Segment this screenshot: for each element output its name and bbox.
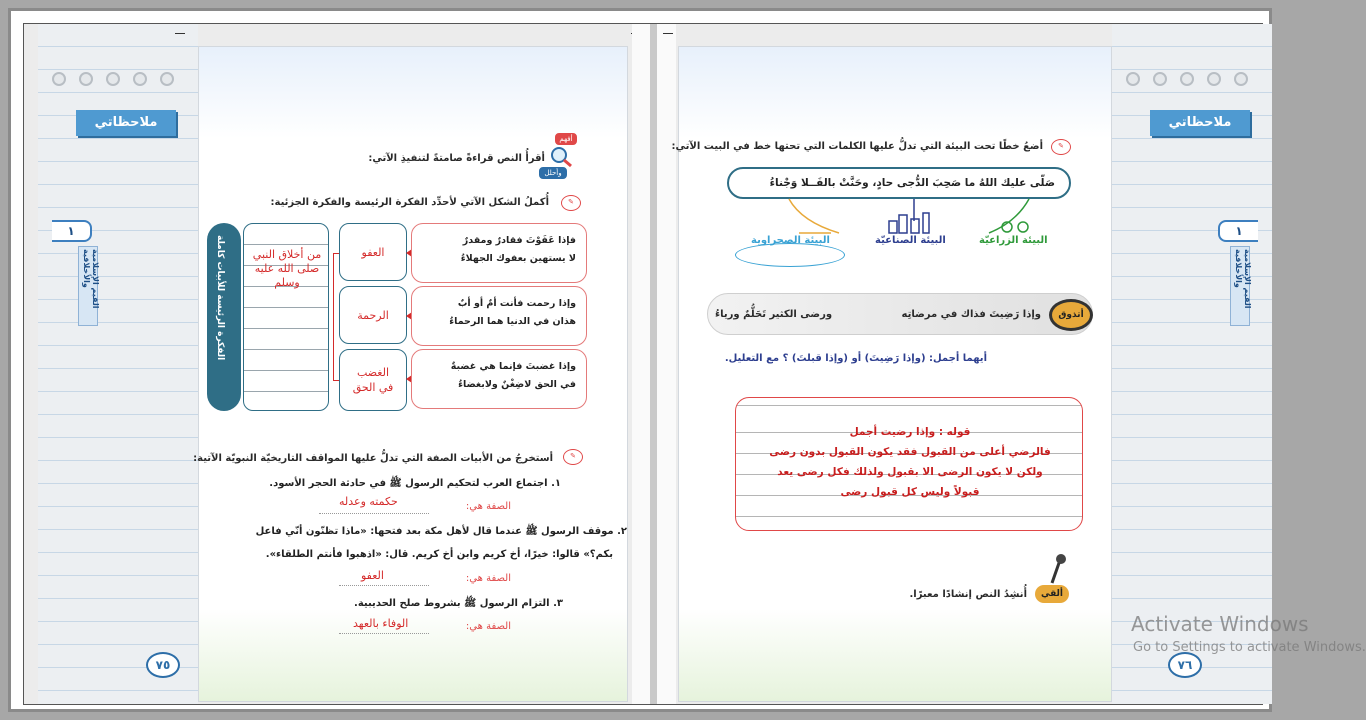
question-3: ٣. التزام الرسول ﷺ بشروط صلح الحديبية. (354, 598, 563, 609)
answer-1: حكمته وعدله (339, 495, 398, 508)
instruction-complete: أُكملُ الشكل الآتي لأحدِّد الفكرة الرئيسة والفكرة الجزئية: (270, 197, 549, 208)
selected-environment-oval (735, 243, 845, 267)
unit-number: ١ (1218, 220, 1258, 242)
answer-3: الوفاء بالعهد (353, 617, 409, 630)
taddawaq-badge: أتذوق (1049, 299, 1093, 331)
instruction-underline: أضعُ خطًا تحت البيئة التي تدلُّ عليها الكلمات التي تحتها خط في البيت الآتي: (671, 141, 1043, 152)
verse-box: صَلّى عليك اللهُ ما صَحِبَ الدُّجى حادٍ، وحَنَّتْ بالفَــلا وَجْناءُ (727, 167, 1071, 199)
pencil-badge-1: ✎ (561, 195, 581, 211)
unit-tab (1230, 246, 1250, 326)
question-2: ٢. موقف الرسول ﷺ عندما قال لأهل مكة بعد فتحها: «ماذا تظنّون أنّي فاعل (255, 526, 627, 537)
instruction-extract: أستخرجُ من الأبيات الصفة التي تدلُّ عليها المواقف التاريخيّة النبويّة الآتية: (193, 453, 553, 464)
unit-tab (78, 246, 98, 326)
unit-name: القيم الإسلامية والأخلاقية (1234, 249, 1252, 309)
environment-agricultural: البيئة الزراعيّة (979, 235, 1048, 246)
environment-desert: البيئة الصحراوية (751, 235, 830, 246)
taddawaq-question: أيهما أجمل: (وإذا رَضِيتَ) أو (وإذا قبلتَ) ؟ مع التعليل. (724, 353, 987, 364)
answer-label-2: الصفة هي: (465, 573, 511, 584)
magnifier-icon (547, 145, 575, 169)
answer-label-3: الصفة هي: (465, 621, 511, 632)
page-number-left: ٧٥ (146, 652, 180, 678)
verse-box-3: وإذا غضبتَ فإنما هي غضبةٌ في الحق لاضِغْنٌ ولابغضاءُ (411, 349, 587, 409)
book-spread (23, 23, 1366, 705)
answer-2: العفو (361, 569, 384, 582)
environment-industrial: البيئة الصناعيّة (875, 235, 946, 246)
main-idea-label: الفكرة الرئيسة للأبيات كاملة (215, 235, 225, 361)
question-2-cont: بكم؟» قالوا: خيرًا، أخ كريم وابن أخ كريم. قال: «اذهبوا فأنتم الطلقاء». (265, 549, 613, 560)
taddawaq-verse-a: وإذا رَضِيتَ فذاك في مرضاتِه (901, 309, 1041, 320)
instruction-read: أقرأُ النص قراءةً صامتةً لتنفيذِ الآتي: (368, 153, 545, 164)
ilqaa-instruction: أُنشِدُ النص إنشادًا معبرًا. (909, 589, 1027, 600)
answer-label-1: الصفة هي: (465, 501, 511, 512)
notes-strip-right (1112, 24, 1366, 704)
answer-box (735, 397, 1083, 531)
book-spine (632, 24, 676, 704)
keyword-box-2: الرحمة (339, 286, 407, 344)
pencil-badge-3: ✎ (1051, 139, 1071, 155)
keyword-box-3: الغضب في الحق (339, 349, 407, 411)
verse-box-1: فإذا عَفَوْتَ فقادرٌ ومقدرٌ لا يستهين بعفوك الجهلاءُ (411, 223, 587, 283)
keyword-box-1: العفو (339, 223, 407, 281)
activate-windows-watermark: Activate Windows (1131, 612, 1309, 636)
notes-strip-left (38, 24, 198, 704)
notes-title: ملاحظاتي (76, 110, 176, 136)
activate-windows-subtext[interactable]: Go to Settings to activate Windows. (1133, 640, 1366, 655)
unit-name: القيم الإسلامية والأخلاقية (82, 249, 100, 309)
main-idea-bar (207, 223, 241, 411)
verse-box-2: وإذا رحمت فأنت أمٌ أو أبٌ هذان في الدنيا هما الرحماءُ (411, 286, 587, 346)
fahm-badge: أفهم (555, 133, 577, 145)
document-frame (8, 8, 1366, 712)
wa-halel-badge: وأحلل (539, 167, 567, 179)
answer-lines: قوله : وإذا رضيت أجمل فالرضي أعلى من القبول فقد يكون القبول بدون رضى ولكن لا يكون الرضى الا بقبول ولذلك فكل رضى يعد قبولاً وليس كل قبول رضى (769, 426, 1051, 498)
question-1: ١. اجتماع العرب لتحكيم الرسول ﷺ في حادثة الحجر الأسود. (269, 478, 561, 489)
right-page (671, 46, 1112, 702)
unit-number: ١ (52, 220, 92, 242)
page-number-right: ٧٦ (1168, 652, 1202, 678)
binder-holes (52, 72, 174, 86)
pencil-badge-2: ✎ (563, 449, 583, 465)
main-idea-box (243, 223, 329, 411)
ilqaa-badge: ألقي (1035, 585, 1069, 603)
binder-holes (1126, 72, 1248, 86)
main-idea-answer: من أخلاق النبي صلى الله عليه وسلم (252, 248, 322, 289)
left-page (193, 46, 628, 702)
taddawaq-verse-b: ورضى الكثير تَحَلُّمٌ ورياءُ (715, 309, 833, 320)
notes-title: ملاحظاتي (1150, 110, 1250, 136)
microphone-icon (1049, 553, 1069, 587)
